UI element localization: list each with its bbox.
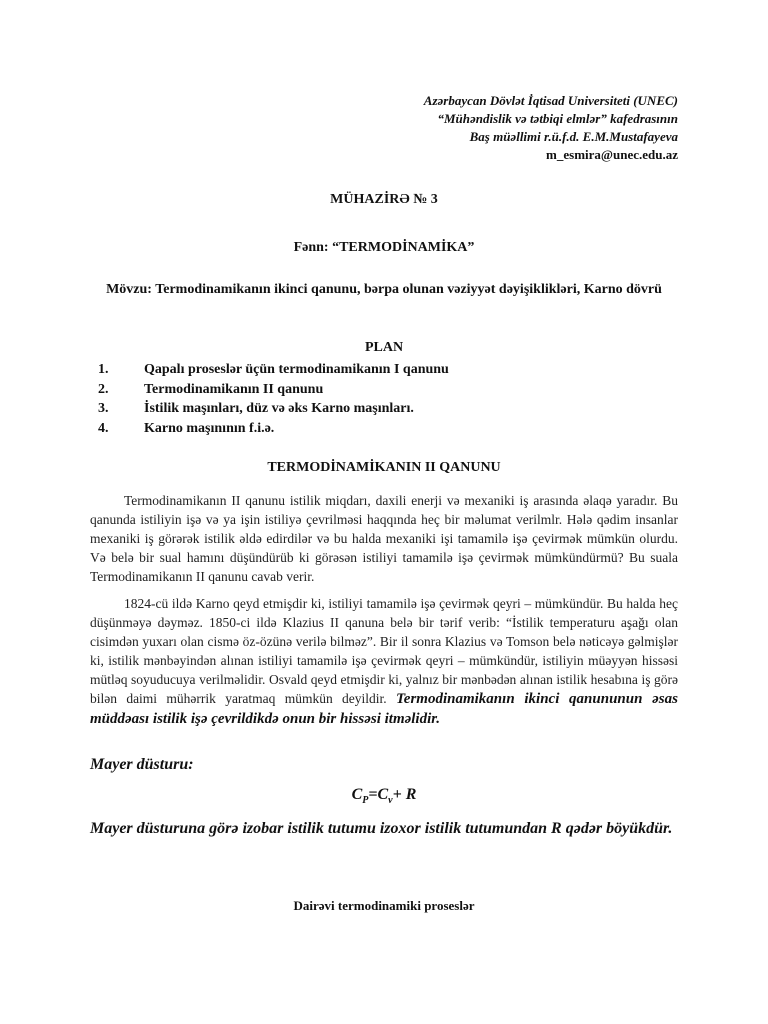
formula-plus-r: + R xyxy=(392,786,417,803)
plan-heading: PLAN xyxy=(364,340,404,355)
department-name: “Mühəndislik və tətbiqi elmlər” kafedrasının xyxy=(437,111,678,126)
plan-item-number: 3. xyxy=(98,401,109,416)
plan-list xyxy=(90,360,678,438)
plan-item-text: Qapalı proseslər üçün termodinamikanın I qanunu xyxy=(144,362,449,377)
plan-item xyxy=(90,360,678,380)
plan-item-text: İstilik maşınları, düz və əks Karno maşınları. xyxy=(144,401,414,416)
formula-cp-subscript: P xyxy=(362,795,369,807)
formula-cv-subscript: v xyxy=(388,795,393,807)
author-email: m_esmira@unec.edu.az xyxy=(546,147,678,162)
plan-item xyxy=(90,419,678,439)
lecture-number: MÜHAZİRƏ № 3 xyxy=(330,192,438,207)
lecturer-name: Baş müəllimi r.ü.f.d. E.M.Mustafayeva xyxy=(469,129,678,144)
topic-title: Mövzu: Termodinamikanın ikinci qanunu, bərpa olunan vəziyyət dəyişiklikləri, Karno dövrü xyxy=(106,282,662,297)
mayer-formula-heading: Mayer düsturu: xyxy=(90,756,194,773)
subject-title: Fənn: “TERMODİNAMİKA” xyxy=(293,240,475,255)
subsection-heading: Dairəvi termodinamiki proseslər xyxy=(293,898,475,913)
plan-item xyxy=(90,399,678,419)
formula-cp-symbol: C xyxy=(351,786,363,803)
plan-item-text: Termodinamikanın II qanunu xyxy=(144,381,324,397)
mayer-formula xyxy=(90,786,678,806)
paragraph-1-text: Termodinamikanın II qanunu istilik miqdarı, daxili enerji və mexaniki iş arasında əlaqə yaradır. Bu qanunda istiliyin işə və ya işin istiliyə çevrilməsi haqqında heç bir məlumat verilmlr. Hələ qədim insanlar mexaniki iş görərək istilik əldə edirdilər və bu halda mexaniki işi tamamilə işə çevirmək mümkün olurdu. Və belə bir sual hamını düşündürüb ki görəsən istiliyi tamamilə işə çevirmək mümkündürmü? Bu suala Termodinamikanın II qanunu cavab verir. xyxy=(90,493,678,584)
plan-item-number: 2. xyxy=(98,381,109,397)
formula-equals: = xyxy=(368,786,378,803)
law-statement-emphasis: Termodinamikanın ikinci qanununun əsas müddəası istilik işə çevrildikdə onun bir hissəsi itməlidir. xyxy=(90,691,678,727)
plan-item-text: Karno maşınının f.i.ə. xyxy=(144,420,275,436)
mayer-explanation: Mayer düsturuna görə izobar istilik tutumu izoxor istilik tutumundan R qədər böyükdür. xyxy=(90,820,673,837)
plan-item-number: 4. xyxy=(98,420,109,436)
author-header xyxy=(424,92,678,164)
paragraph-2-text: 1824-cü ildə Karno qeyd etmişdir ki, istiliyi tamamilə işə çevirmək qeyri – mümkündür. Bu halda heç düşünməyə dəyməz. 1850-ci ildə Klazius II qanuna belə bir tərif verib: “İstilik temperaturu aşağı olan cisimdən yuxarı olan cismə öz-özünə verilə bilməz”. Bir il sonra Klazius və Tomson belə nəticəyə gəlmişlər ki, istilik mənbəyindən alınan istiliyi tamamilə işə çevirmək qeyri – mümkündür, istiliyin müəyyən hissəsi mütləq soyuducuya verilməlidir. Osvald qeyd etmişdir ki, yalnız bir mənbədən alınan istilik hesabına iş görə bilən daimi mühərrik yaratmaq mümkün deyildir. xyxy=(90,596,678,706)
paragraph-2 xyxy=(90,594,678,729)
formula-cv-symbol: C xyxy=(377,786,389,803)
paragraph-1 xyxy=(90,491,678,586)
section-heading: TERMODİNAMİKANIN II QANUNU xyxy=(267,460,501,475)
plan-item xyxy=(90,380,678,400)
plan-item-number: 1. xyxy=(98,362,109,377)
university-name: Azərbaycan Dövlət İqtisad Universiteti (UNEC) xyxy=(423,93,678,108)
